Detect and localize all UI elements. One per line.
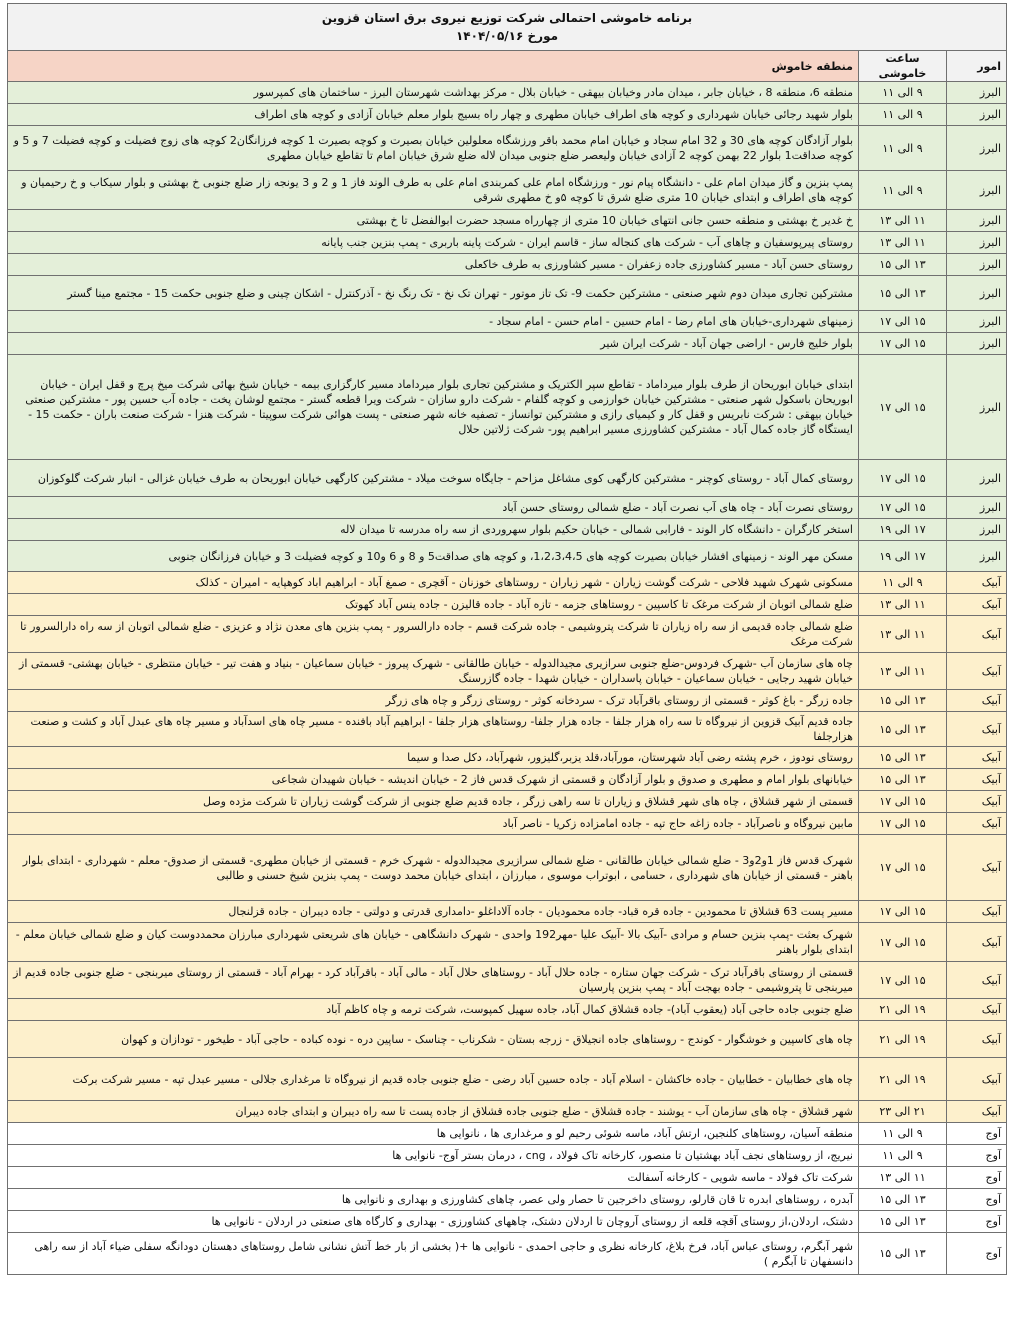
- cell-area: مسکن مهر الوند - زمینهای افشار خیابان بصیرت کوچه های 1،2،3،4،5، و کوچه های صداقت5 و 8 و 6 و10 و کوچه فضیلت 3 و خیابان فرزانگان جنوبی: [8, 541, 859, 572]
- cell-time: ۹ الی ۱۱: [859, 171, 947, 210]
- table-row: [8, 616, 1007, 653]
- cell-district: آبیک: [947, 769, 1007, 791]
- table-row: [8, 541, 1007, 572]
- table-row: [8, 1058, 1007, 1101]
- cell-time: ۲۱ الی ۲۳: [859, 1101, 947, 1123]
- cell-time: ۹ الی ۱۱: [859, 1123, 947, 1145]
- table-row: [8, 232, 1007, 254]
- cell-area: شهر آبگرم، روستای عباس آباد، فرخ بلاغ، کارخانه نظری و حاجی احمدی - نانوایی ها +( بخشی از بار خط آتش نشانی شامل روستاهای دهستان دودانگه سفلی ضیاء آباد از سه راهی دانسفهان تا آبگرم ): [8, 1233, 859, 1275]
- cell-district: آبیک: [947, 835, 1007, 901]
- date-line: مورخ ۱۴۰۴/۰۵/۱۶: [455, 29, 559, 43]
- cell-district: آبیک: [947, 1058, 1007, 1101]
- table-row: [8, 813, 1007, 835]
- cell-time: ۹ الی ۱۱: [859, 126, 947, 171]
- cell-area: روستای نصرت آباد - چاه های آب نصرت آباد - ضلع شمالی روستای حسن آباد: [8, 497, 859, 519]
- table-row: [8, 747, 1007, 769]
- cell-district: البرز: [947, 254, 1007, 276]
- cell-time: ۱۳ الی ۱۵: [859, 1211, 947, 1233]
- cell-district: آبیک: [947, 572, 1007, 594]
- table-row: [8, 126, 1007, 171]
- table-row: [8, 901, 1007, 923]
- table-row: [8, 171, 1007, 210]
- table-row: [8, 254, 1007, 276]
- cell-area: خیابانهای بلوار امام و مطهری و صدوق و بلوار آزادگان و قسمتی از شهرک قدس فاز 2 - خیابان اندیشه - خیابان شهیدان شجاعی: [8, 769, 859, 791]
- table-row: [8, 999, 1007, 1021]
- table-row: [8, 1167, 1007, 1189]
- table-row: [8, 1101, 1007, 1123]
- cell-district: البرز: [947, 276, 1007, 311]
- cell-district: البرز: [947, 519, 1007, 541]
- cell-time: ۱۳ الی ۱۵: [859, 712, 947, 747]
- cell-district: البرز: [947, 210, 1007, 232]
- cell-district: البرز: [947, 497, 1007, 519]
- cell-district: آبیک: [947, 791, 1007, 813]
- cell-district: البرز: [947, 104, 1007, 126]
- cell-time: ۱۱ الی ۱۳: [859, 1167, 947, 1189]
- cell-area: جاده زرگر - باغ کوثر - قسمتی از روستای باقرآباد ترک - سردخانه کوثر - روستای زرگر و چاه های زرگر: [8, 690, 859, 712]
- cell-time: ۱۱ الی ۱۳: [859, 232, 947, 254]
- cell-district: آبیک: [947, 747, 1007, 769]
- cell-area: شهرک بعثت -پمپ بنزین حسام و مرادی -آبیک بالا -آبیک علیا -مهر192 واحدی - شهرک دانشگاهی - خیابان های شریعتی شهرداری مبارزان محمددوست کیان و ضلع شمالی خیابان معلم - ابتدای بلوار باهنر: [8, 923, 859, 962]
- cell-time: ۱۱ الی ۱۳: [859, 210, 947, 232]
- table-row: [8, 311, 1007, 333]
- table-row: [8, 653, 1007, 690]
- cell-area: شهرک قدس فاز 1و2و3 - ضلع شمالی خیابان طالقانی - ضلع شمالی سرازیری مجیدالدوله - شهرک خرم - قسمتی از خیابان مطهری- قسمتی از صدوق- معلم - شهرداری - ابتدای بلوار باهنر - قسمتی از خیابان های شهرداری ، حسامی ، ابوتراب موسوی ، مبارزان ، ابتدای خیابان محمد دوست - پمپ بنزین شیخ حسنی و طالبی: [8, 835, 859, 901]
- table-row: [8, 276, 1007, 311]
- cell-time: ۱۵ الی ۱۷: [859, 333, 947, 355]
- cell-area: روستای کمال آباد - روستای کوچنر - مشترکین کارگهی کوی مشاغل مزاحم - جایگاه سوخت میلاد - مشترکین کارگهی خیابان ابوریحان به طرف خیابان غزالی - انبار شرکت گلوکوزان: [8, 460, 859, 497]
- cell-time: ۹ الی ۱۱: [859, 104, 947, 126]
- cell-area: روستای نودوز ، خرم پشته رضی آباد شهرستان، مورآباد،قلد یزبر،گلیزور، شهرآباد، دکل صدا و سیما: [8, 747, 859, 769]
- table-row: [8, 519, 1007, 541]
- column-header-time: ساعت خاموشی: [859, 51, 947, 82]
- cell-area: مسیر پست 63 قشلاق تا محمودین - جاده قره قباد- جاده محمودیان - جاده آلاداغلو -دامداری قدرتی و دولتی - جاده دیبران - جاده قزلنجال: [8, 901, 859, 923]
- table-row: [8, 835, 1007, 901]
- cell-time: ۱۵ الی ۱۷: [859, 311, 947, 333]
- cell-time: ۱۷ الی ۱۹: [859, 541, 947, 572]
- cell-district: آبیک: [947, 999, 1007, 1021]
- cell-district: البرز: [947, 355, 1007, 460]
- column-header-row: [8, 51, 1007, 82]
- cell-area: قسمتی از شهر قشلاق ، چاه های شهر قشلاق و زیاران تا سه راهی زرگر ، جاده قدیم ضلع جنوبی از شرکت گوشت زیاران تا شرکت مژده وصل: [8, 791, 859, 813]
- cell-district: آوج: [947, 1123, 1007, 1145]
- cell-area: چاه های خطابیان - خطابیان - جاده خاکشان - اسلام آباد - جاده حسین آباد رضی - ضلع جنوبی جاده قدیم از نیروگاه تا مرغداری جلالی - مسیر عبدل تپه - مسیر شرکت برکت: [8, 1058, 859, 1101]
- cell-district: البرز: [947, 171, 1007, 210]
- table-row: [8, 1189, 1007, 1211]
- table-row: [8, 82, 1007, 104]
- table-row: [8, 104, 1007, 126]
- cell-time: ۱۱ الی ۱۳: [859, 616, 947, 653]
- cell-district: آوج: [947, 1211, 1007, 1233]
- cell-area: منطقه 6، منطقه 8 ، خیابان جابر ، میدان مادر وخیابان بیهقی - خیابان بلال - مرکز بهداشت شهرستان البرز - ساختمان های کمپرسور: [8, 82, 859, 104]
- table-body: [8, 82, 1007, 1275]
- cell-area: روستای حسن آباد - مسیر کشاورزی جاده زعفران - مسیر کشاورزی به طرف خاکعلی: [8, 254, 859, 276]
- cell-area: بلوار شهید رجائی خیابان شهرداری و کوچه های اطراف خیابان مطهری و چهار راه بسیج بلوار معلم خیابان آزادی و کوچه های اطراف: [8, 104, 859, 126]
- table-row: [8, 333, 1007, 355]
- cell-area: استخر کارگران - دانشگاه کار الوند - فارابی شمالی - خیابان حکیم بلوار سهروردی از سه راه مدرسه تا میدان لاله: [8, 519, 859, 541]
- cell-district: آبیک: [947, 813, 1007, 835]
- cell-area: بلوار آزادگان کوچه های 30 و 32 امام سجاد و خیابان امام محمد باقر ورزشگاه معلولین خیابان بصیرت و کوچه بصیرت 1 کوچه فرزانگان2 کوچه های زوج فضیلت و کوچه فضیلت 7 و 5 و کوچه صداقت1 بلوار 22 بهمن کوچه 2 آزادی خیابان ولیعصر ضلع جنوبی میدان لاله ضلع شرق خیابان امام تا تقاطع خیابان مطهری: [8, 126, 859, 171]
- cell-time: ۹ الی ۱۱: [859, 82, 947, 104]
- cell-area: شرکت تاک فولاد - ماسه شویی - کارخانه آسفالت: [8, 1167, 859, 1189]
- cell-time: ۱۳ الی ۱۵: [859, 276, 947, 311]
- cell-area: چاه های کاسپین و خوشگوار - کوندج - روستاهای جاده انجیلاق - زرجه بستان - شکرناب - چناسک - ساپین دره - نوده کباده - حاجی آباد - طیخور - تودازان و کهوان: [8, 1021, 859, 1058]
- cell-time: ۱۵ الی ۱۷: [859, 791, 947, 813]
- cell-area: ضلع جنوبی جاده حاجی آباد (یعقوب آباد)- جاده قشلاق کمال آباد، جاده سهیل کمپوست، شرکت ترمه و چاه کاظم آباد: [8, 999, 859, 1021]
- cell-district: آبیک: [947, 653, 1007, 690]
- cell-district: آبیک: [947, 923, 1007, 962]
- cell-time: ۱۵ الی ۱۷: [859, 813, 947, 835]
- cell-area: مسکونی شهرک شهید فلاحی - شرکت گوشت زیاران - شهر زیاران - روستاهای خوزنان - آقچری - صمغ آباد - ابراهیم اباد کوهپایه - امیران - کذلک: [8, 572, 859, 594]
- cell-area: مشترکین تجاری میدان دوم شهر صنعتی - مشترکین حکمت 9- تک تاز موتور - تهران تک نخ - تک رنگ نخ - آذرکنترل - اشکان چینی و ضلع جنوبی حکمت 15 - مجتمع مینا گستر: [8, 276, 859, 311]
- table-row: [8, 497, 1007, 519]
- table-row: [8, 355, 1007, 460]
- cell-district: البرز: [947, 82, 1007, 104]
- table-row: [8, 923, 1007, 962]
- outage-schedule: [7, 3, 1007, 1275]
- table-row: [8, 962, 1007, 999]
- cell-area: شهر قشلاق - چاه های سازمان آب - یوشند - جاده قشلاق - ضلع جنوبی جاده قشلاق از جاده پست تا سه راه دیبران و ابتدای جاده دیبران: [8, 1101, 859, 1123]
- cell-area: ابتدای خیابان ابوریحان از طرف بلوار میرداماد - تقاطع سپر الکتریک و مشترکین تجاری بلوار میرداماد مسیر کارگزاری بیمه - خیابان شیخ بهائی شرکت میخ پرچ و قفل ایران - خیابان ابوریحان باسکول شهر صنعتی - مشترکین خیابان خوارزمی و کوچه گلفام - شرکت دارو سازان - شرکت ویرا قطعه گستر - مجتمع لوشان پخت - جاده آب حسین پور - مشترکین صنعتی خیابان بیهقی : شرکت نابریس و قفل کار و کیمیای رازی و مشترکین توانساز - تصفیه خانه شهر صنعتی - پست هوائی شرکت سوپیتا - شرکت هنزا - شرکت صنعت باران - حکمت 15 - ایستگاه گاز جاده کمال آباد - مشترکین کشاورزی مسیر ابراهیم پور- شرکت ژلاتین حلال: [8, 355, 859, 460]
- cell-district: البرز: [947, 126, 1007, 171]
- cell-time: ۱۳ الی ۱۵: [859, 769, 947, 791]
- cell-time: ۱۵ الی ۱۷: [859, 460, 947, 497]
- table-row: [8, 1145, 1007, 1167]
- table-row: [8, 1233, 1007, 1275]
- cell-district: البرز: [947, 460, 1007, 497]
- page-title: برنامه خاموشی احتمالی شرکت توزیع نیروی برق استان قزوین: [321, 11, 693, 25]
- cell-time: ۱۳ الی ۱۵: [859, 747, 947, 769]
- cell-district: آبیک: [947, 1021, 1007, 1058]
- cell-area: ضلع شمالی اتوبان از شرکت مرغک تا کاسپین - روستاهای جزمه - تازه آباد - جاده قالیزن - جاده ینس آباد کهوتک: [8, 594, 859, 616]
- column-header-district: امور: [947, 51, 1007, 82]
- cell-time: ۱۵ الی ۱۷: [859, 835, 947, 901]
- cell-district: آبیک: [947, 690, 1007, 712]
- cell-area: دشتک، اردلان،از روستای آقچه قلعه از روستای آروچان تا اردلان دشتک، چاههای کشاورزی - بهداری و کارگاه های صنعتی در اردلان - نانوایی ها: [8, 1211, 859, 1233]
- table-row: [8, 1021, 1007, 1058]
- cell-time: ۱۷ الی ۱۹: [859, 519, 947, 541]
- table-row: [8, 690, 1007, 712]
- cell-district: آوج: [947, 1167, 1007, 1189]
- cell-district: آبیک: [947, 616, 1007, 653]
- cell-area: آبدره ، روستاهای ابدره تا قان قارلو، روستای داخرجین تا حصار ولی عصر، چاهای کشاورزی و بهداری و نانوایی ها: [8, 1189, 859, 1211]
- cell-area: مابین نیروگاه و ناصرآباد - جاده زاغه حاج تپه - جاده امامزاده زکریا - ناصر آباد: [8, 813, 859, 835]
- cell-time: ۱۱ الی ۱۳: [859, 653, 947, 690]
- cell-time: ۱۹ الی ۲۱: [859, 999, 947, 1021]
- table-title: [8, 4, 1007, 51]
- cell-district: البرز: [947, 541, 1007, 572]
- cell-time: ۱۵ الی ۱۷: [859, 901, 947, 923]
- cell-time: ۱۳ الی ۱۵: [859, 1233, 947, 1275]
- column-header-area: منطقه خاموش: [8, 51, 859, 82]
- table-row: [8, 1211, 1007, 1233]
- cell-area: پمپ بنزین و گاز میدان امام علی - دانشگاه پیام نور - ورزشگاه امام علی کمربندی امام علی به طرف الوند فاز 1 و 2 و 3 یونجه زار ضلع جنوبی خ بهشتی و بلوار سیکاب و خ رحیمیان و کوچه های اطراف و ابتدای خیابان 10 متری ضلع شرق تا کوچه ۵و خ مطهری شرقی: [8, 171, 859, 210]
- table-row: [8, 594, 1007, 616]
- cell-time: ۱۹ الی ۲۱: [859, 1058, 947, 1101]
- cell-district: آبیک: [947, 712, 1007, 747]
- cell-time: ۱۱ الی ۱۳: [859, 594, 947, 616]
- cell-district: البرز: [947, 232, 1007, 254]
- cell-area: زمینهای شهرداری-خیابان های امام رضا - امام حسین - امام حسن - امام سجاد -: [8, 311, 859, 333]
- cell-time: ۹ الی ۱۱: [859, 572, 947, 594]
- cell-time: ۱۵ الی ۱۷: [859, 497, 947, 519]
- cell-time: ۱۵ الی ۱۷: [859, 962, 947, 999]
- cell-time: ۹ الی ۱۱: [859, 1145, 947, 1167]
- cell-area: بلوار خلیج فارس - اراضی جهان آباد - شرکت ایران شیر: [8, 333, 859, 355]
- table-row: [8, 1123, 1007, 1145]
- table-row: [8, 460, 1007, 497]
- cell-district: البرز: [947, 333, 1007, 355]
- table-row: [8, 712, 1007, 747]
- cell-district: آوج: [947, 1145, 1007, 1167]
- cell-area: نیریج، از روستاهای نجف آباد بهشتیان تا منصور، کارخانه تاک فولاد ، cng ، درمان بستر آوج- نانوایی ها: [8, 1145, 859, 1167]
- cell-district: البرز: [947, 311, 1007, 333]
- cell-time: ۱۳ الی ۱۵: [859, 690, 947, 712]
- table-row: [8, 791, 1007, 813]
- cell-area: روستای پیرپوسفیان و چاهای آب - شرکت های کنجاله ساز - قاسم ایران - شرکت پاینه باربری - پمپ بنزین جنب پایانه: [8, 232, 859, 254]
- cell-district: آبیک: [947, 901, 1007, 923]
- schedule-table: [7, 3, 1007, 1275]
- cell-area: چاه های سازمان آب -شهرک فردوس-ضلع جنوبی سرازیری مجیدالدوله - خیابان طالقانی - شهرک پیروز - خیابان سماعیان - بنیاد و هفت تیر - خیابان منتظری - خیابان بهشتی- قسمتی از خیابان شهید رجایی - خیابان سماعیان - خیابان پاسداران - خیابان شهدا - جاده گازرسنگ: [8, 653, 859, 690]
- cell-district: آوج: [947, 1189, 1007, 1211]
- cell-time: ۱۵ الی ۱۷: [859, 355, 947, 460]
- cell-district: آوج: [947, 1233, 1007, 1275]
- cell-area: قسمتی از روستای باقرآباد ترک - شرکت جهان ستاره - جاده حلال آباد - روستاهای حلال آباد - مالی آباد - باقرآباد کرد - بهرام آباد - قسمتی از روستای میربنجی - ضلع جنوبی جاده قدیم از میربنجی تا پتروشیمی - جاده بهجت آباد - پمپ بنزین پارسیان: [8, 962, 859, 999]
- cell-time: ۱۹ الی ۲۱: [859, 1021, 947, 1058]
- cell-time: ۱۵ الی ۱۷: [859, 923, 947, 962]
- table-row: [8, 210, 1007, 232]
- cell-area: خ غدیر خ بهشتی و منطقه حسن جانی انتهای خیابان 10 متری از چهارراه مسجد حضرت ابوالفضل تا خ بهشتی: [8, 210, 859, 232]
- cell-area: جاده قدیم آبیک قزوین از نیروگاه تا سه راه هزار جلفا - جاده هزار جلفا- روستاهای هزار جلفا - ابراهیم آباد بافنده - مسیر چاه های اسدآباد و مسیر چاه های عبدل آباد و کشت و صنعت هزارجلفا: [8, 712, 859, 747]
- table-row: [8, 769, 1007, 791]
- cell-district: آبیک: [947, 594, 1007, 616]
- cell-time: ۱۳ الی ۱۵: [859, 1189, 947, 1211]
- cell-area: ضلع شمالی جاده قدیمی از سه راه زیاران تا شرکت پتروشیمی - جاده شرکت قسم - جاده دارالسرور - پمپ بنزین های معدن نژاد و عزیزی - ضلع شمالی اتوبان از سه راه دارالسرور تا شرکت مرغک: [8, 616, 859, 653]
- cell-time: ۱۳ الی ۱۵: [859, 254, 947, 276]
- cell-district: آبیک: [947, 1101, 1007, 1123]
- table-row: [8, 572, 1007, 594]
- cell-area: منطقه آسیان، روستاهای کلنجین، ارتش آباد، ماسه شوئی رحیم لو و مرغداری ها ، نانوایی ها: [8, 1123, 859, 1145]
- cell-district: آبیک: [947, 962, 1007, 999]
